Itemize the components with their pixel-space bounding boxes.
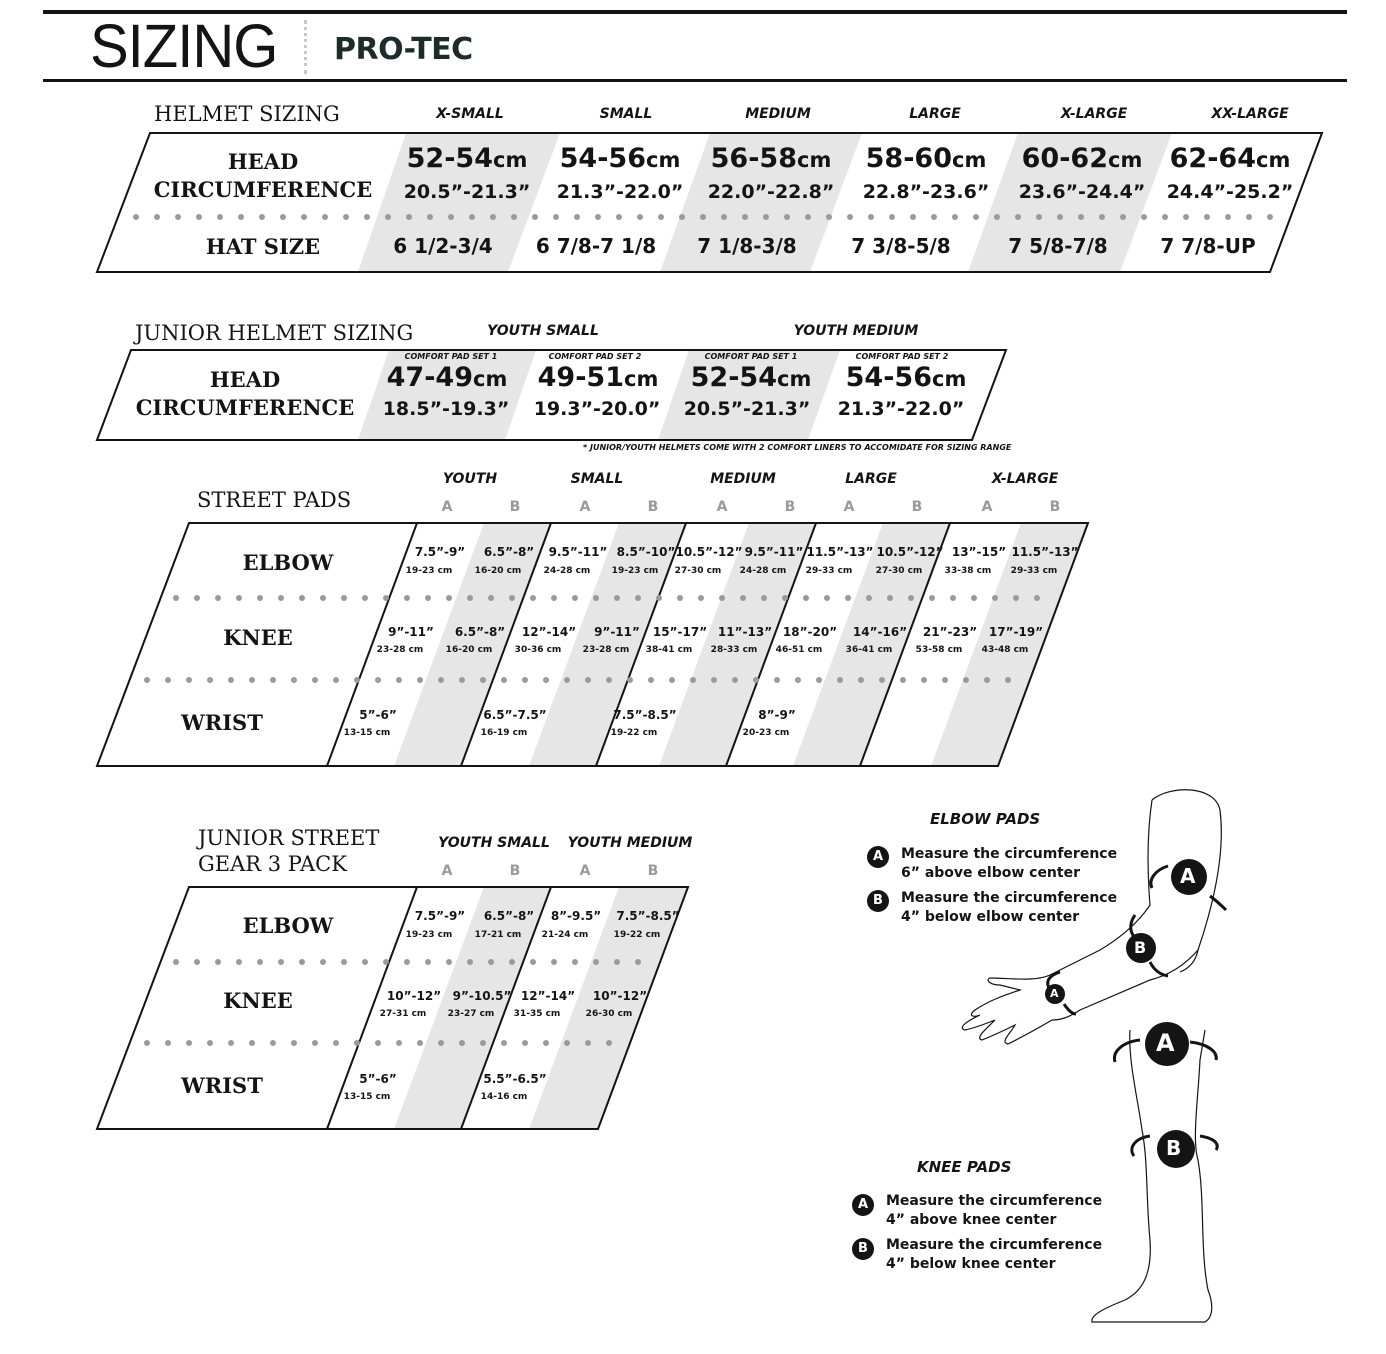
junior-helmet-cm-cell-value: 54-56 — [845, 362, 933, 393]
street-elbow-cell-cm: 19-23 cm — [611, 566, 659, 576]
helmet-inch-cell: 22.0”-22.8” — [707, 181, 835, 203]
street-knee-cell-cm: 30-36 cm — [514, 645, 562, 655]
street-knee-cell: 9”-11” — [388, 625, 434, 639]
junior-helmet-pad-note: COMFORT PAD SET 1 — [404, 352, 498, 361]
elbow-guide-text-a — [901, 845, 1117, 883]
street-elbow-cell-cm: 27-30 cm — [674, 566, 722, 576]
street-elbow-cell: 11.5”-13” — [1011, 545, 1079, 559]
junior-helmet-row-label-line1: HEAD — [209, 367, 281, 392]
knee-guide-b-line1: Measure the circumference — [886, 1237, 1103, 1253]
junior-wrist-cell-cm: 13-15 cm — [343, 1092, 391, 1102]
junior-helmet-group-youth-medium: YOUTH MEDIUM — [793, 323, 919, 339]
junior-elbow-cell: 7.5”-9” — [414, 909, 466, 923]
street-elbow-cell: 9.5”-11” — [548, 545, 608, 559]
junior-street-group-header: YOUTH MEDIUM — [567, 835, 693, 851]
street-pads-ab-label: A — [716, 499, 728, 515]
street-pads-ab-label: B — [509, 499, 521, 515]
street-knee-cell: 14”-16” — [852, 625, 908, 639]
junior-helmet-pad-note: COMFORT PAD SET 2 — [855, 352, 949, 361]
street-pads-ab-label: A — [441, 499, 453, 515]
junior-knee-cell: 10”-12” — [386, 989, 442, 1003]
knee-guide-b-line2: 4” below knee center — [886, 1256, 1056, 1272]
street-pads-row-knee: KNEE — [223, 625, 293, 650]
street-knee-cell: 11”-13” — [717, 625, 773, 639]
street-knee-cell: 18”-20” — [782, 625, 838, 639]
junior-street-row-elbow: ELBOW — [242, 913, 334, 938]
street-wrist-cell: 5”-6” — [359, 708, 397, 722]
junior-helmet-cm-cell-unit: cm — [624, 367, 659, 391]
junior-helmet-inch-cell: 21.3”-22.0” — [837, 398, 965, 420]
page-title: SIZING — [90, 12, 278, 81]
helmet-cm-cell — [1022, 143, 1143, 174]
junior-helmet-pad-note: COMFORT PAD SET 1 — [704, 352, 798, 361]
knee-guide-a-line2: 4” above knee center — [886, 1212, 1057, 1228]
helmet-hat-cell: 6 1/2-3/4 — [393, 234, 493, 258]
junior-helmet-group-youth-small: YOUTH SMALL — [487, 323, 599, 339]
junior-helmet-section-title: JUNIOR HELMET SIZING — [135, 321, 414, 345]
wrist-a-label: A — [1050, 987, 1059, 1000]
street-elbow-cell: 9.5”-11” — [744, 545, 804, 559]
street-pads-group-header: X-LARGE — [991, 471, 1059, 487]
junior-elbow-cell-cm: 19-22 cm — [613, 930, 661, 940]
helmet-cm-cell-unit: cm — [952, 148, 987, 172]
street-elbow-cell: 11.5”-13” — [806, 545, 874, 559]
helmet-size-header: X-LARGE — [1060, 106, 1128, 122]
helmet-section-title: HELMET SIZING — [154, 102, 340, 126]
junior-knee-cell: 12”-14” — [520, 989, 576, 1003]
elbow-guide-a-line2: 6” above elbow center — [901, 865, 1080, 881]
junior-helmet-row-label — [136, 366, 355, 422]
junior-street-ab-label: B — [647, 863, 659, 879]
header-divider — [304, 20, 307, 74]
junior-elbow-cell-cm: 17-21 cm — [474, 930, 522, 940]
elbow-guide-b-line1: Measure the circumference — [901, 890, 1118, 906]
junior-street-title-line2: GEAR 3 PACK — [198, 852, 347, 876]
junior-elbow-cell: 7.5”-8.5” — [616, 909, 680, 923]
junior-helmet-cm-cell — [387, 362, 508, 393]
arm-a-label: A — [1180, 864, 1196, 888]
helmet-size-header: X-SMALL — [436, 106, 504, 122]
helmet-cm-cell-unit: cm — [493, 148, 528, 172]
street-knee-cell-cm: 43-48 cm — [981, 645, 1029, 655]
street-elbow-cell: 6.5”-8” — [483, 545, 535, 559]
junior-elbow-cell: 6.5”-8” — [483, 909, 535, 923]
street-wrist-cell: 6.5”-7.5” — [483, 708, 547, 722]
helmet-cm-cell-value: 54-56 — [559, 143, 647, 174]
helmet-hat-cell: 7 7/8-UP — [1160, 234, 1256, 258]
junior-street-ab-label: A — [441, 863, 453, 879]
street-pads-ab-label: B — [1049, 499, 1061, 515]
junior-street-ab-label: B — [509, 863, 521, 879]
helmet-hat-cell: 7 3/8-5/8 — [851, 234, 951, 258]
street-pads-row-elbow: ELBOW — [242, 550, 334, 575]
knee-guide-text-a — [886, 1192, 1102, 1230]
helmet-cm-cell — [560, 143, 681, 174]
junior-helmet-inch-cell: 18.5”-19.3” — [382, 398, 510, 420]
helmet-cm-cell-unit: cm — [1108, 148, 1143, 172]
street-pads-ab-label: B — [911, 499, 923, 515]
street-elbow-cell-cm: 24-28 cm — [739, 566, 787, 576]
helmet-cm-cell-value: 60-62 — [1021, 143, 1109, 174]
helmet-hat-cell: 6 7/8-7 1/8 — [535, 234, 657, 258]
junior-helmet-cm-cell-value: 49-51 — [537, 362, 625, 393]
helmet-inch-cell: 20.5”-21.3” — [403, 181, 531, 203]
street-elbow-cell-cm: 33-38 cm — [944, 566, 992, 576]
junior-street-row-wrist: WRIST — [181, 1073, 263, 1098]
street-wrist-cell: 8”-9” — [758, 708, 796, 722]
knee-a-label: A — [1156, 1029, 1175, 1057]
street-knee-cell-cm: 46-51 cm — [775, 645, 823, 655]
junior-knee-cell-cm: 31-35 cm — [513, 1009, 561, 1019]
helmet-row-label-line1: HEAD — [227, 149, 299, 174]
helmet-cm-cell-unit: cm — [1256, 148, 1291, 172]
elbow-guide-badge-a: A — [867, 846, 889, 868]
street-pads-ab-label: A — [981, 499, 993, 515]
street-elbow-cell-cm: 29-33 cm — [1010, 566, 1058, 576]
street-elbow-cell-cm: 27-30 cm — [875, 566, 923, 576]
helmet-inch-cell: 24.4”-25.2” — [1166, 181, 1294, 203]
street-pads-ab-label: B — [784, 499, 796, 515]
street-knee-cell: 21”-23” — [922, 625, 978, 639]
street-knee-cell-cm: 28-33 cm — [710, 645, 758, 655]
helmet-hat-cell: 7 1/8-3/8 — [697, 234, 797, 258]
junior-knee-cell: 9”-10.5” — [452, 989, 512, 1003]
junior-helmet-cm-cell-value: 52-54 — [690, 362, 778, 393]
junior-helmet-footnote: * JUNIOR/YOUTH HELMETS COME WITH 2 COMFORT LINERS TO ACCOMIDATE FOR SIZING RANGE — [583, 443, 1012, 452]
leg-illustration — [1092, 1030, 1212, 1322]
helmet-inch-cell: 22.8”-23.6” — [862, 181, 990, 203]
junior-street-group-header: YOUTH SMALL — [438, 835, 550, 851]
street-elbow-cell: 13”-15” — [951, 545, 1007, 559]
knee-guide-badge-b: B — [852, 1238, 874, 1260]
street-knee-cell-cm: 53-58 cm — [915, 645, 963, 655]
street-pads-section-title: STREET PADS — [197, 488, 352, 512]
helmet-row-label-line2: CIRCUMFERENCE — [153, 177, 373, 202]
elbow-guide-b-line2: 4” below elbow center — [901, 909, 1080, 925]
street-pads-group-header: YOUTH — [442, 471, 498, 487]
helmet-row-label-head — [154, 148, 373, 204]
street-elbow-cell: 8.5”-10” — [616, 545, 676, 559]
helmet-size-header: XX-LARGE — [1211, 106, 1289, 122]
helmet-cm-cell-value: 62-64 — [1169, 143, 1257, 174]
junior-helmet-cm-cell-unit: cm — [473, 367, 508, 391]
junior-helmet-inch-cell: 19.3”-20.0” — [533, 398, 661, 420]
street-wrist-cell: 7.5”-8.5” — [613, 708, 677, 722]
street-pads-ab-label: B — [647, 499, 659, 515]
junior-wrist-cell: 5.5”-6.5” — [483, 1072, 547, 1086]
street-pads-row-wrist: WRIST — [181, 710, 263, 735]
street-knee-cell-cm: 23-28 cm — [582, 645, 630, 655]
junior-street-section-title — [198, 825, 379, 877]
junior-helmet-cm-cell — [846, 362, 967, 393]
helmet-size-header: MEDIUM — [745, 106, 811, 122]
elbow-guide-badge-b: B — [867, 890, 889, 912]
street-pads-ab-label: A — [579, 499, 591, 515]
street-wrist-cell-cm: 19-22 cm — [610, 728, 658, 738]
helmet-cm-cell-value: 58-60 — [865, 143, 953, 174]
helmet-cm-cell — [407, 143, 528, 174]
street-pads-ab-label: A — [843, 499, 855, 515]
street-elbow-cell-cm: 24-28 cm — [543, 566, 591, 576]
street-knee-cell: 12”-14” — [521, 625, 577, 639]
street-wrist-cell-cm: 13-15 cm — [343, 728, 391, 738]
elbow-guide-a-line1: Measure the circumference — [901, 846, 1118, 862]
brand-logo: PRO-TEC — [334, 32, 473, 67]
helmet-cm-cell — [1170, 143, 1291, 174]
helmet-cm-cell-unit: cm — [646, 148, 681, 172]
arm-b-label: B — [1134, 938, 1147, 957]
helmet-cm-cell-value: 52-54 — [406, 143, 494, 174]
street-knee-cell: 6.5”-8” — [454, 625, 506, 639]
helmet-inch-cell: 23.6”-24.4” — [1018, 181, 1146, 203]
street-elbow-cell: 10.5”-12” — [876, 545, 944, 559]
street-knee-cell-cm: 16-20 cm — [445, 645, 493, 655]
street-wrist-cell-cm: 16-19 cm — [480, 728, 528, 738]
street-elbow-cell-cm: 29-33 cm — [805, 566, 853, 576]
knee-guide-text-b — [886, 1236, 1102, 1274]
junior-street-ab-label: A — [579, 863, 591, 879]
junior-helmet-cm-cell-value: 47-49 — [386, 362, 474, 393]
junior-wrist-cell-cm: 14-16 cm — [480, 1092, 528, 1102]
helmet-hat-cell: 7 5/8-7/8 — [1008, 234, 1108, 258]
street-knee-cell-cm: 36-41 cm — [845, 645, 893, 655]
knee-guide-a-line1: Measure the circumference — [886, 1193, 1103, 1209]
junior-knee-cell-cm: 23-27 cm — [447, 1009, 495, 1019]
helmet-size-header: SMALL — [599, 106, 653, 122]
knee-b-label: B — [1166, 1136, 1182, 1160]
street-knee-cell: 15”-17” — [652, 625, 708, 639]
street-knee-cell: 9”-11” — [594, 625, 640, 639]
junior-wrist-cell: 5”-6” — [359, 1072, 397, 1086]
helmet-cm-cell — [866, 143, 987, 174]
helmet-cm-cell-value: 56-58 — [710, 143, 798, 174]
junior-knee-cell: 10”-12” — [592, 989, 648, 1003]
junior-street-title-line1: JUNIOR STREET — [198, 826, 380, 850]
junior-helmet-cm-cell-unit: cm — [777, 367, 812, 391]
junior-helmet-cm-cell — [538, 362, 659, 393]
street-elbow-cell-cm: 16-20 cm — [474, 566, 522, 576]
junior-elbow-cell-cm: 19-23 cm — [405, 930, 453, 940]
elbow-guide-title: ELBOW PADS — [930, 810, 1041, 828]
junior-helmet-row-label-line2: CIRCUMFERENCE — [135, 395, 355, 420]
junior-elbow-cell-cm: 21-24 cm — [541, 930, 589, 940]
junior-knee-cell-cm: 26-30 cm — [585, 1009, 633, 1019]
junior-helmet-pad-note: COMFORT PAD SET 2 — [548, 352, 642, 361]
helmet-inch-cell: 21.3”-22.0” — [556, 181, 684, 203]
knee-guide-badge-a: A — [852, 1194, 874, 1216]
street-elbow-cell: 7.5”-9” — [414, 545, 466, 559]
junior-helmet-cm-cell — [691, 362, 812, 393]
street-elbow-cell: 10.5”-12” — [675, 545, 743, 559]
street-knee-cell-cm: 23-28 cm — [376, 645, 424, 655]
elbow-guide-text-b — [901, 889, 1117, 927]
street-wrist-cell-cm: 20-23 cm — [742, 728, 790, 738]
street-elbow-cell-cm: 19-23 cm — [405, 566, 453, 576]
knee-guide-title: KNEE PADS — [917, 1158, 1012, 1176]
street-pads-group-header: MEDIUM — [710, 471, 776, 487]
junior-helmet-cm-cell-unit: cm — [932, 367, 967, 391]
street-knee-cell-cm: 38-41 cm — [645, 645, 693, 655]
street-pads-group-header: SMALL — [570, 471, 624, 487]
street-pads-group-header: LARGE — [845, 471, 897, 487]
helmet-size-header: LARGE — [909, 106, 961, 122]
street-knee-cell: 17”-19” — [988, 625, 1044, 639]
helmet-row-label-hat: HAT SIZE — [205, 234, 321, 259]
junior-elbow-cell: 8”-9.5” — [550, 909, 602, 923]
junior-street-row-knee: KNEE — [223, 988, 293, 1013]
helmet-cm-cell — [711, 143, 832, 174]
junior-knee-cell-cm: 27-31 cm — [379, 1009, 427, 1019]
junior-helmet-inch-cell: 20.5”-21.3” — [683, 398, 811, 420]
helmet-cm-cell-unit: cm — [797, 148, 832, 172]
